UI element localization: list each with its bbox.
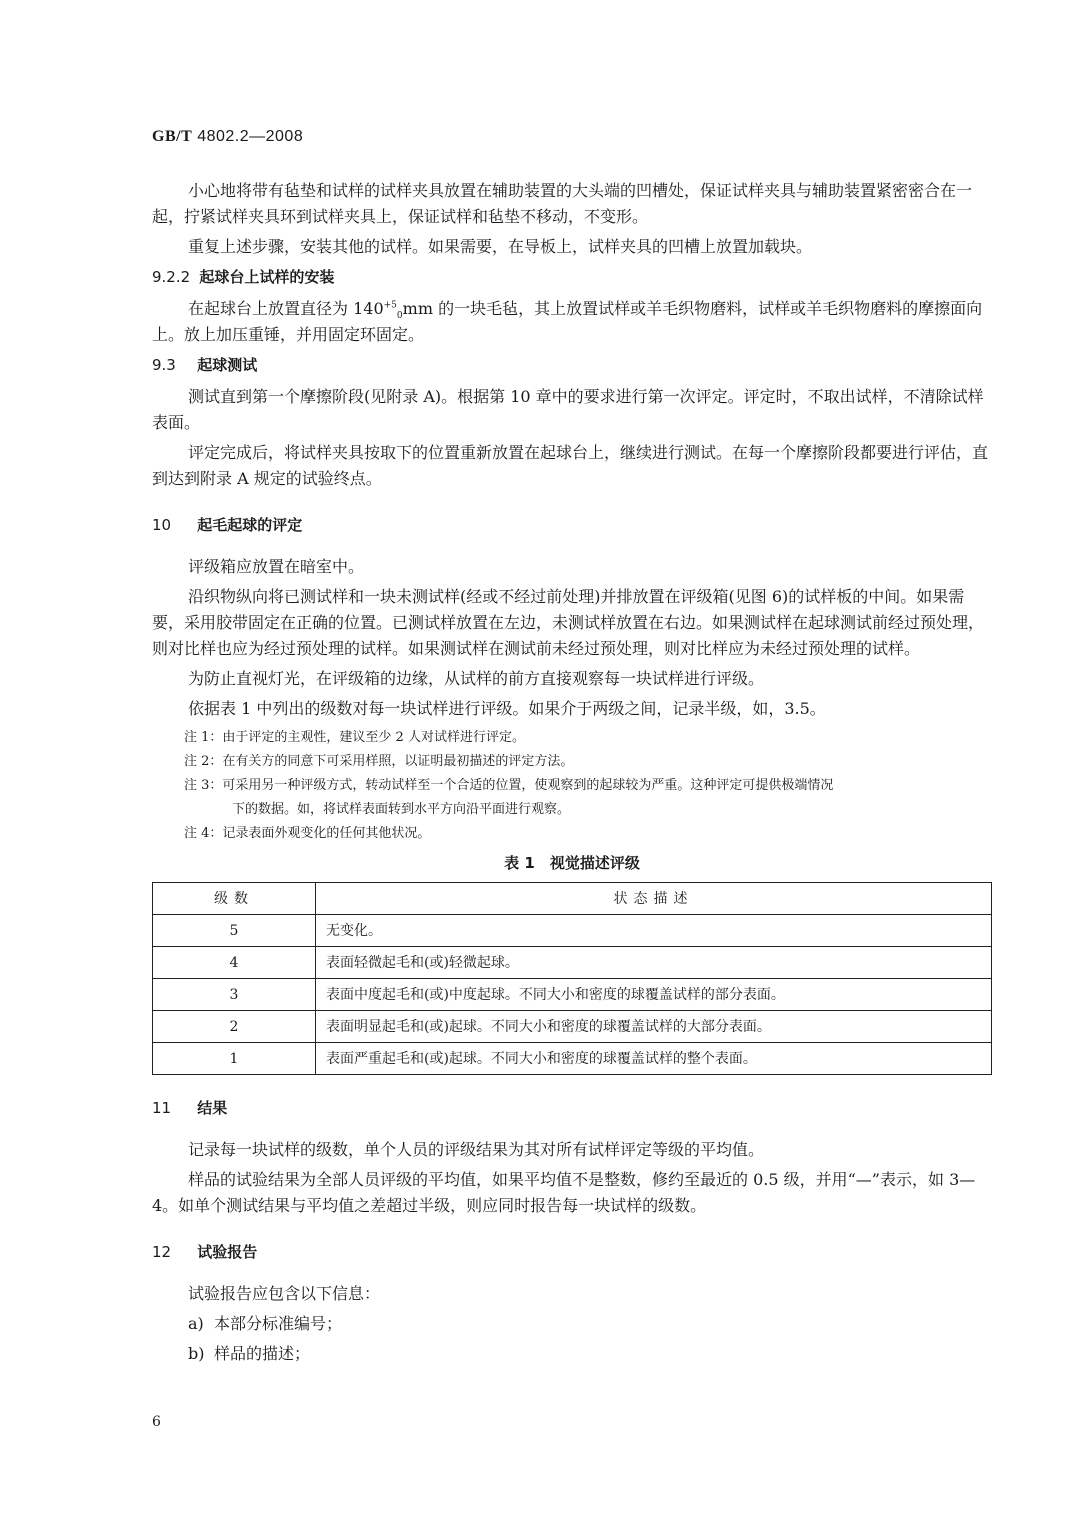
section-title: 起球测试 bbox=[197, 356, 258, 374]
section-title: 试验报告 bbox=[197, 1243, 258, 1261]
description-cell: 表面中度起毛和(或)中度起球。不同大小和密度的球覆盖试样的部分表面。 bbox=[316, 979, 992, 1011]
paragraph: 小心地将带有毡垫和试样的试样夹具放置在辅助装置的大头端的凹槽处，保证试样夹具与辅助装置紧密密合在一起，拧紧试样夹具环到试样夹具上，保证试样和毡垫不移动，不变形。 bbox=[152, 181, 973, 226]
tolerance-upper: +5 bbox=[383, 300, 397, 311]
list-item bbox=[152, 1341, 992, 1367]
description-cell: 表面明显起毛和(或)起球。不同大小和密度的球覆盖试样的大部分表面。 bbox=[316, 1011, 992, 1043]
section-heading-9-3 bbox=[152, 352, 992, 378]
grade-cell: 5 bbox=[153, 915, 316, 947]
section-number: 9.3 bbox=[152, 356, 176, 374]
paragraph-text: mm 的一块毛毡，其上放置试样或羊毛织物磨料，试样或羊毛织物磨料的摩擦面向上。放上加压重锤，并用固定环固定。 bbox=[152, 299, 983, 344]
section-number: 12 bbox=[152, 1243, 172, 1261]
paragraph: 沿织物纵向将已测试样和一块未测试样(经或不经过前处理)并排放置在评级箱(见图 6)的试样板的中间。如果需要，采用胶带固定在正确的位置。已测试样放置在左边，未测试样放置在右边。如果测试样在起球测试前经过预处理，则对比样也应为经过预处理的试样。如果测试样在测试前未经过预处理，则对比样应为未经过预处理的试样。 bbox=[152, 587, 985, 658]
description-cell: 表面严重起毛和(或)起球。不同大小和密度的球覆盖试样的整个表面。 bbox=[316, 1043, 992, 1075]
grade-cell: 3 bbox=[153, 979, 316, 1011]
table-row bbox=[153, 1011, 992, 1043]
paragraph bbox=[152, 296, 992, 348]
paragraph: 评定完成后，将试样夹具按取下的位置重新放置在起球台上，继续进行测试。在每一个摩擦阶段都要进行评估，直到达到附录 A 规定的试验终点。 bbox=[152, 443, 989, 488]
section-heading-9-2-2 bbox=[152, 264, 992, 290]
note-1: 注 1：由于评定的主观性，建议至少 2 人对试样进行评定。 bbox=[184, 730, 525, 745]
paragraph: 样品的试验结果为全部人员评级的平均值，如果平均值不是整数，修约至最近的 0.5 级，并用“—”表示，如 3—4。如单个测试结果与平均值之差超过半级，则应同时报告每一块试样的级数。 bbox=[152, 1170, 976, 1215]
paragraph-text: 在起球台上放置直径为 140 bbox=[188, 299, 384, 318]
section-title: 起球台上试样的安装 bbox=[199, 268, 335, 286]
list-marker: a) bbox=[188, 1314, 204, 1333]
paragraph: 测试直到第一个摩擦阶段(见附录 A)。根据第 10 章中的要求进行第一次评定。评定时，不取出试样，不清除试样表面。 bbox=[152, 387, 984, 432]
tolerance-lower: 0 bbox=[396, 311, 403, 322]
paragraph: 记录每一块试样的级数，单个人员的评级结果为其对所有试样评定等级的平均值。 bbox=[188, 1140, 765, 1159]
note-3-continued: 下的数据。如，将试样表面转到水平方向沿平面进行观察。 bbox=[232, 802, 571, 817]
list-item-text: 本部分标准编号； bbox=[214, 1314, 343, 1333]
note-3: 注 3：可采用另一种评级方式，转动试样至一个合适的位置，使观察到的起球较为严重。这种评定可提供极端情况 bbox=[184, 778, 834, 793]
table-caption: 表 1 视觉描述评级 bbox=[504, 854, 640, 872]
section-number: 11 bbox=[152, 1099, 172, 1117]
page-number: 6 bbox=[152, 1414, 161, 1430]
table-row bbox=[153, 1043, 992, 1075]
description-cell: 表面轻微起毛和(或)轻微起球。 bbox=[316, 947, 992, 979]
document-body bbox=[152, 178, 992, 1371]
paragraph: 为防止直视灯光，在评级箱的边缘，从试样的前方直接观察每一块试样进行评级。 bbox=[188, 669, 765, 688]
paragraph: 试验报告应包含以下信息： bbox=[188, 1284, 381, 1303]
note-2: 注 2：在有关方的同意下可采用样照，以证明最初描述的评定方法。 bbox=[184, 754, 574, 769]
section-number: 10 bbox=[152, 516, 172, 534]
standard-number: 4802.2—2008 bbox=[197, 128, 304, 145]
table-row bbox=[153, 979, 992, 1011]
list-marker: b) bbox=[188, 1344, 205, 1363]
section-number: 9.2.2 bbox=[152, 268, 191, 286]
section-title: 起毛起球的评定 bbox=[197, 516, 303, 534]
column-header-description: 状态描述 bbox=[316, 883, 992, 915]
grade-table bbox=[152, 882, 992, 1075]
standard-header bbox=[152, 128, 303, 146]
table-row bbox=[153, 947, 992, 979]
paragraph: 评级箱应放置在暗室中。 bbox=[188, 557, 365, 576]
standard-code: GB/T bbox=[152, 128, 193, 145]
table-row bbox=[153, 915, 992, 947]
description-cell: 无变化。 bbox=[316, 915, 992, 947]
grade-cell: 2 bbox=[153, 1011, 316, 1043]
grade-cell: 1 bbox=[153, 1043, 316, 1075]
list-item-text: 样品的描述； bbox=[214, 1344, 311, 1363]
note-4: 注 4：记录表面外观变化的任何其他状况。 bbox=[184, 826, 431, 841]
section-heading-12 bbox=[152, 1239, 992, 1265]
section-heading-11 bbox=[152, 1095, 992, 1121]
section-title: 结果 bbox=[197, 1099, 228, 1117]
paragraph: 依据表 1 中列出的级数对每一块试样进行评级。如果介于两级之间，记录半级，如，3.5。 bbox=[188, 699, 826, 718]
paragraph: 重复上述步骤，安装其他的试样。如果需要，在导板上，试样夹具的凹槽上放置加载块。 bbox=[188, 237, 813, 256]
section-heading-10 bbox=[152, 512, 992, 538]
table-header-row bbox=[153, 883, 992, 915]
column-header-grade: 级数 bbox=[153, 883, 316, 915]
list-item bbox=[152, 1311, 992, 1337]
grade-cell: 4 bbox=[153, 947, 316, 979]
